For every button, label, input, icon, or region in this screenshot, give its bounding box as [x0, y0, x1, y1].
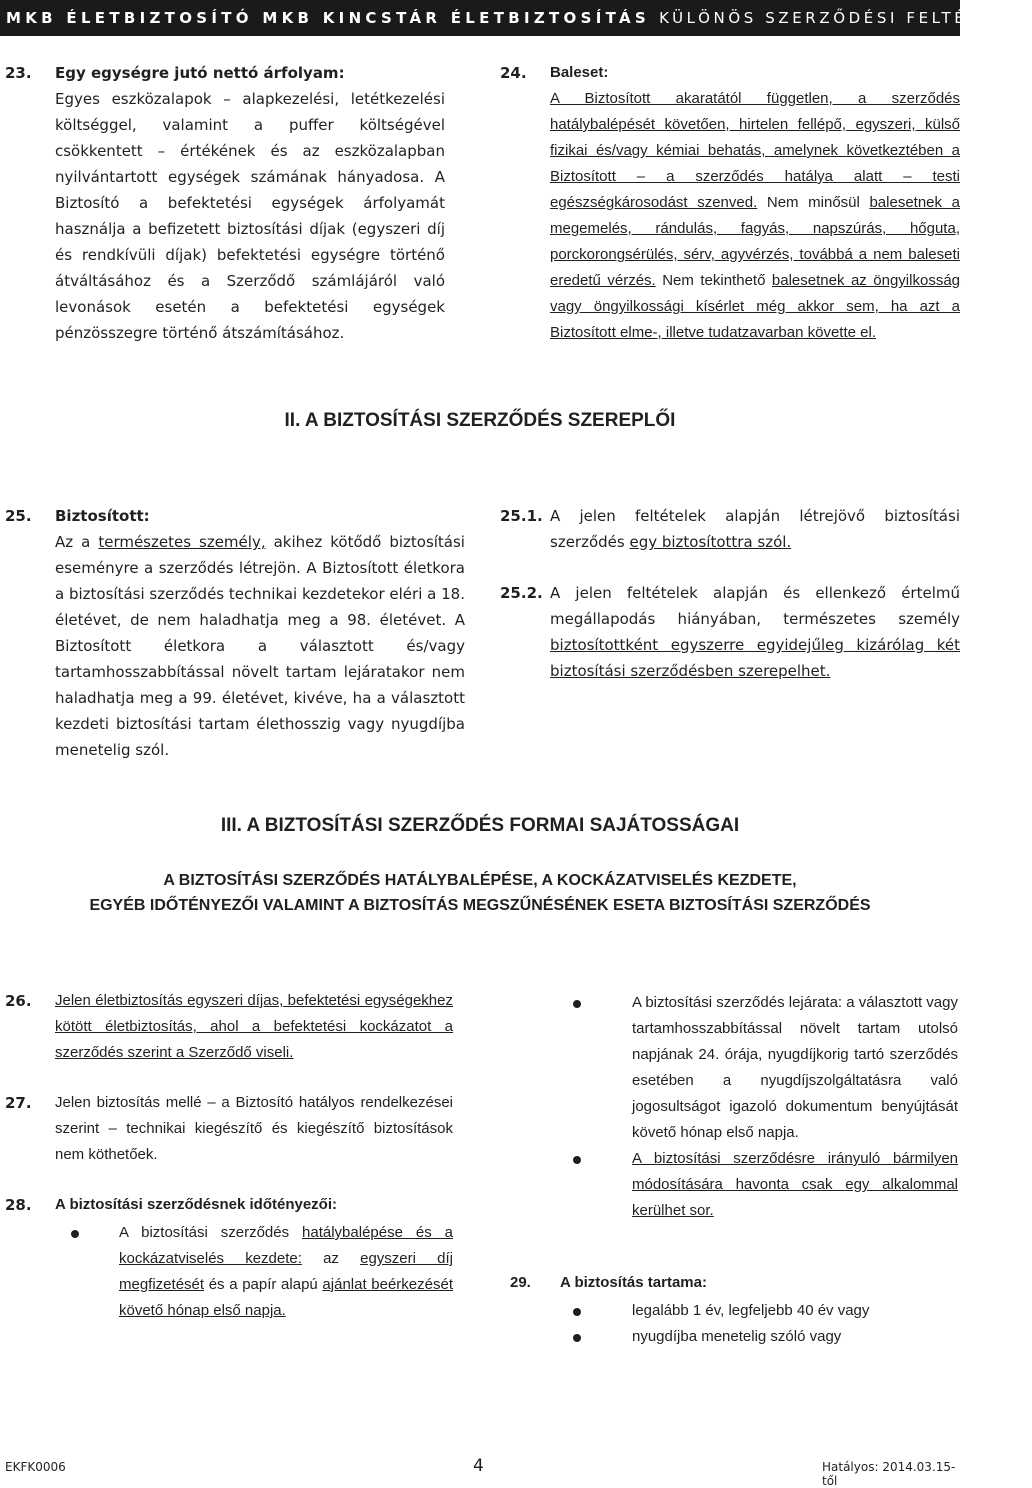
clause-number: 25.: [5, 507, 32, 525]
clause-title: A biztosítási szerződésnek időtényezői:: [55, 1196, 338, 1213]
clause-text-underlined: Jelen életbiztosítás egyszeri díjas, befektetési egységekhez kötött életbiztosítás, ahol a befektetési kockázatot a szerződés szerint a Szerződő viseli.: [55, 992, 453, 1061]
bullet-list: [570, 990, 958, 1224]
bullet-icon: [71, 1230, 79, 1238]
clause-27: [5, 1090, 453, 1168]
bullet-icon: [573, 1000, 581, 1008]
clause-title: Biztosított:: [55, 507, 150, 525]
clause-25: [5, 503, 465, 763]
clause-29: [510, 1270, 958, 1350]
list-text: A biztosítási szerződés lejárata: a választott vagy tartamhosszabbítással növelt tartam utolsó napjának 24. órája, nyugdíjkorig tartó szerződés esetében a nyugdíjszolgáltatásra való jogosultságot igazoló dokumentum benyújtását követő hónap első napja.: [632, 994, 958, 1141]
clause-text-underlined: balesetnek a megemelés, rándulás, fagyás, napszúrás, hőguta, porckorongsérülés, sérv, agyvérzés, továbbá a nem baleseti eredetű vérzés.: [550, 194, 960, 289]
footer-document-code: EKFK0006: [5, 1460, 66, 1474]
clause-number: 24.: [500, 64, 527, 82]
clause-28: [5, 1192, 453, 1324]
clause-text: Nem minősül: [757, 194, 870, 211]
clause-24: [500, 60, 960, 346]
list-text-underlined: egyszeri díj megfizetését: [119, 1250, 453, 1293]
list-item: [570, 990, 958, 1146]
clause-title: Egy egységre jutó nettó árfolyam:: [55, 64, 345, 82]
right-column-lower: [570, 988, 958, 1224]
clause-text-underlined: biztosítottként egyszerre egyidejűleg kizárólag két biztosítási szerződésben szerepelhet.: [550, 636, 960, 680]
clause-text: A jelen feltételek alapján létrejövő biztosítási szerződés: [550, 507, 960, 551]
clause-text-underlined: A Biztosított akaratától független, a szerződés hatálybalépését követően, hirtelen fellépő, egyszeri, külső fizikai és/vagy kémiai behatás, amelynek következtében a Biztosított – a szerződés hatálya alatt – testi egészségkárosodást szenved.: [550, 90, 960, 211]
clause-text: Jelen biztosítás mellé – a Biztosító hatályos rendelkezései szerint – technikai kiegészítő és kiegészítő biztosítások nem köthetőek.: [55, 1094, 453, 1163]
bullet-list: [570, 1298, 958, 1350]
section-heading-ii: II. A BIZTOSÍTÁSI SZERZŐDÉS SZEREPLŐI: [284, 410, 676, 431]
bullet-list: [5, 1220, 453, 1324]
list-text-underlined: A biztosítási szerződésre irányuló bármilyen módosítására havonta csak egy alkalommal kerülhet sor.: [632, 1150, 958, 1219]
list-item: [570, 1146, 958, 1224]
list-text: és a papír alapú: [204, 1276, 323, 1293]
page-number: 4: [473, 1456, 484, 1476]
header-title-light: KÜLÖNÖS SZERZŐDÉSI FELTÉTELEK: [659, 9, 1032, 27]
clause-25-1: [500, 503, 960, 555]
list-text: nyugdíjba menetelig szóló vagy: [632, 1328, 842, 1345]
clause-26: [5, 988, 453, 1066]
clause-text-underlined: természetes személy,: [98, 533, 266, 551]
clause-text-underlined: egy biztosítottra szól.: [629, 533, 792, 551]
list-text-underlined: ajánlat beérkezését követő hónap első napja.: [119, 1276, 453, 1319]
list-text: A biztosítási szerződés: [119, 1224, 303, 1241]
clause-number: 27.: [5, 1094, 32, 1112]
list-text: legalább 1 év, legfeljebb 40 év vagy: [632, 1302, 870, 1319]
clause-number: 28.: [5, 1196, 32, 1214]
list-item: [55, 1220, 453, 1324]
clause-number: 25.1.: [500, 507, 543, 525]
clause-text: Nem tekinthető: [655, 272, 772, 289]
bullet-icon: [573, 1334, 581, 1342]
clause-text-underlined: balesetnek az öngyilkosság vagy öngyilkossági kísérlet még akkor sem, ha azt a Biztosított elme-, illetve tudatzavarban követte el.: [550, 272, 961, 341]
list-item: [570, 1324, 958, 1350]
bullet-icon: [573, 1156, 581, 1164]
list-text-underlined: hatálybalépése és a kockázatviselés kezdete:: [119, 1224, 453, 1267]
clause-text: Az a: [55, 533, 99, 551]
list-item: [570, 1298, 958, 1324]
clause-text: Egyes eszközalapok – alapkezelési, letétkezelési költséggel, valamint a puffer költségével csökkentett – értékének és az eszközalapban nyilvántartott egységek számának hányadosa. A Biztosító a befektetési egységek árfolyamát használja a befizetett biztosítási díjak (egyszeri díj és rendkívüli díjak) befektetési egységre történő átváltásához és a Szerződő számlájáról való levonások esetén a befektetési egységek pénzösszegre történő átszámításához.: [55, 90, 445, 342]
subheading-line-1: A BIZTOSÍTÁSI SZERZŐDÉS HATÁLYBALÉPÉSE, A KOCKÁZATVISELÉS KEZDETE,: [163, 872, 797, 889]
clause-number: 26.: [5, 992, 32, 1010]
clause-25-2: [500, 580, 960, 684]
document-header: [0, 0, 1032, 36]
section-heading-iii: III. A BIZTOSÍTÁSI SZERZŐDÉS FORMAI SAJÁTOSSÁGAI: [220, 815, 740, 836]
footer-valid-from: Hatályos: 2014.03.15-től: [822, 1460, 956, 1488]
clause-number: 23.: [5, 64, 32, 82]
subheading-line-2: EGYÉB IDŐTÉNYEZŐI VALAMINT A BIZTOSÍTÁS MEGSZŰNÉSÉNEK ESETA BIZTOSÍTÁSI SZERZŐDÉS: [89, 897, 871, 914]
clause-text: A jelen feltételek alapján és ellenkező értelmű megállapodás hiányában, természetes személy: [550, 584, 960, 628]
left-column-lower: [5, 988, 453, 1348]
clause-number: 29.: [510, 1274, 531, 1291]
header-title-bold: MKB ÉLETBIZTOSÍTÓ MKB KINCSTÁR ÉLETBIZTOSÍTÁS: [6, 9, 650, 27]
bullet-icon: [573, 1308, 581, 1316]
list-text: az: [301, 1250, 361, 1267]
clause-number: 25.2.: [500, 584, 543, 602]
clause-23: [5, 60, 445, 346]
clause-title: A biztosítás tartama:: [560, 1274, 707, 1291]
clause-text: akihez kötődő biztosítási eseményre a szerződés létrejön. A Biztosított életkora a biztosítási szerződés technikai kezdetekor eléri a 18. életévet, de nem haladhatja meg a 98. életévet. A Biztosított életkora a választott és/vagy tartamhosszabbítással növelt tartam lejáratakor nem haladhatja meg a 99. életévet, kivéve, ha a választott kezdeti biztosítási tartam élethosszig vagy nyugdíjba menetelig szól.: [55, 533, 465, 759]
clause-title: Baleset:: [550, 64, 609, 81]
